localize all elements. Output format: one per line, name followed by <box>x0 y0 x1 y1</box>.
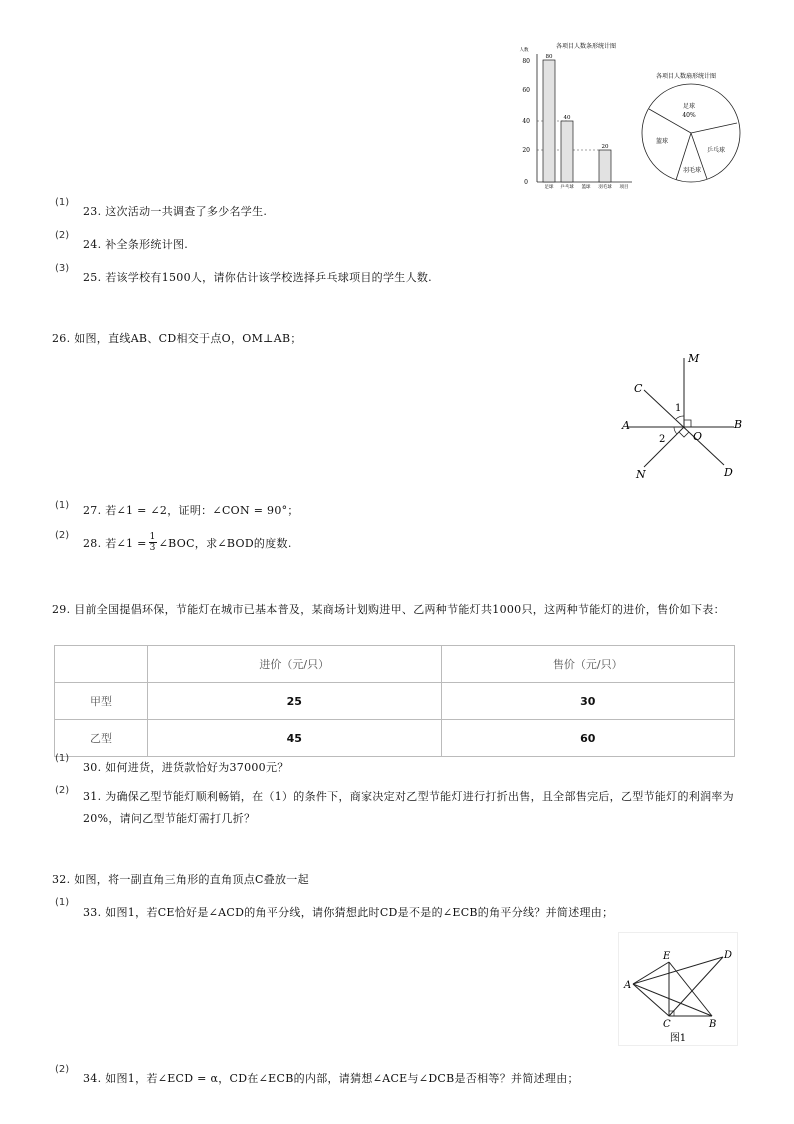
right-angle-mark-m <box>684 420 691 427</box>
sub-number: (2) <box>55 530 70 541</box>
bar-category-label: 篮球 <box>581 185 591 190</box>
question-28-prefix: 28. 若∠1 = <box>83 536 147 550</box>
question-25: 25. 若该学校有1500人，请你估计该学校选择乒乓球项目的学生人数. <box>83 271 432 284</box>
ray-on <box>644 427 684 467</box>
pie-label-football: 足球 <box>682 103 696 110</box>
table-header-cell: 进价（元/只） <box>148 646 442 683</box>
fraction-denominator: 3 <box>149 543 156 553</box>
label-d: D <box>724 950 733 961</box>
label-b: B <box>734 418 743 431</box>
bar-value-label: 20 <box>601 144 609 150</box>
bar-value-label: 40 <box>563 115 571 121</box>
label-n: N <box>636 468 646 481</box>
bar-chart-y-axis-label: 人数 <box>519 48 529 53</box>
table-cell: 25 <box>148 683 442 720</box>
table-cell: 乙型 <box>55 720 148 757</box>
angle-1-arc <box>676 416 684 419</box>
figure-26 <box>620 350 750 482</box>
question-32: 32. 如图，将一副直角三角形的直角顶点C叠放一起 <box>52 873 309 886</box>
bar-chart-ytick: 80 <box>522 58 530 65</box>
sub-number: (1) <box>55 753 70 764</box>
label-b: B <box>709 1019 717 1030</box>
table-header-cell: 售价（元/只） <box>441 646 735 683</box>
sub-number: (2) <box>55 785 70 796</box>
table-row <box>55 683 735 720</box>
bar-chart-ytick: 0 <box>524 179 528 186</box>
question-24: 24. 补全条形统计图. <box>83 238 189 251</box>
question-33: 33. 如图1，若CE恰好是∠ACD的角平分线，请你猜想此时CD是不是的∠ECB的角平分线？并简述理由； <box>83 906 614 919</box>
sub-number: (1) <box>55 500 70 511</box>
question-27: 27. 若∠1 = ∠2，证明：∠CON = 90°； <box>83 504 299 517</box>
label-c: C <box>663 1019 671 1030</box>
bar-badminton <box>599 150 611 182</box>
segment-ae <box>633 962 669 984</box>
pie-label-badminton: 羽毛球 <box>682 167 702 174</box>
price-table <box>54 645 735 757</box>
label-e: E <box>663 951 671 962</box>
question-34: 34. 如图1，若∠ECD = α，CD在∠ECB的内部，请猜想∠ACE与∠DCB是否相等？并简述理由； <box>83 1072 579 1085</box>
sub-number: (2) <box>55 230 70 241</box>
bar-axis-label: 项目 <box>619 185 629 190</box>
pie-label-pingpong: 乒乓球 <box>706 147 726 154</box>
table-header-cell <box>55 646 148 683</box>
bar-chart-ytick: 20 <box>522 147 530 154</box>
label-m: M <box>688 352 700 365</box>
pie-chart-title: 各项目人数扇形统计图 <box>655 73 717 80</box>
bar-category-label: 羽毛球 <box>598 185 612 190</box>
sub-number: (2) <box>55 1064 70 1075</box>
question-26: 26. 如图，直线AB、CD相交于点O，OM⊥AB； <box>52 332 302 345</box>
label-c: C <box>634 382 643 395</box>
question-28-suffix: ∠BOC，求∠BOD的度数. <box>158 536 292 550</box>
bar-chart <box>510 38 640 190</box>
label-angle-2: 2 <box>659 434 666 445</box>
question-29: 29. 目前全国提倡环保，节能灯在城市已基本普及，某商场计划购进甲、乙两种节能灯共1000只，这两种节能灯的进价，售价如下表： <box>52 603 725 616</box>
table-row <box>55 720 735 757</box>
sub-number: (3) <box>55 263 70 274</box>
table-header-row <box>55 646 735 683</box>
segment-ac <box>633 984 669 1016</box>
pie-chart <box>636 66 748 188</box>
bar-chart-ytick: 40 <box>522 118 530 125</box>
figure-1 <box>618 932 738 1046</box>
question-28 <box>83 532 292 553</box>
bar-value-label: 80 <box>545 54 553 60</box>
sub-number: (1) <box>55 897 70 908</box>
segment-ad <box>633 957 723 984</box>
label-a: A <box>622 419 630 432</box>
pie-label-percent: 40% <box>682 112 696 119</box>
bar-pingpong <box>561 121 573 182</box>
pie-label-basketball: 篮球 <box>655 138 669 145</box>
bar-chart-title: 各项目人数条形统计图 <box>555 43 617 50</box>
label-d: D <box>724 466 733 479</box>
fraction <box>149 532 157 553</box>
table-cell: 30 <box>441 683 735 720</box>
table-cell: 45 <box>148 720 442 757</box>
question-23: 23. 这次活动一共调查了多少名学生. <box>83 205 268 218</box>
segment-eb <box>669 962 712 1016</box>
figure-caption: 图1 <box>669 1033 687 1044</box>
right-angle-mark-n <box>679 432 689 437</box>
bar-category-label: 乒乓球 <box>560 185 574 190</box>
sub-number: (1) <box>55 197 70 208</box>
label-angle-1: 1 <box>675 403 682 414</box>
label-a: A <box>624 980 632 991</box>
angle-2-arc <box>674 427 677 434</box>
question-31: 31. 为确保乙型节能灯顺利畅销，在（1）的条件下，商家决定对乙型节能灯进行打折出售，且全部售完后，乙型节能灯的利润率为20%，请问乙型节能灯需打几折？ <box>83 790 734 825</box>
table-cell: 60 <box>441 720 735 757</box>
bar-football <box>543 60 555 182</box>
segment-cd <box>669 957 723 1016</box>
question-30: 30. 如何进货，进货款恰好为37000元？ <box>83 761 289 774</box>
bar-chart-ytick: 60 <box>522 87 530 94</box>
table-cell: 甲型 <box>55 683 148 720</box>
label-o: O <box>693 430 703 443</box>
fraction-numerator: 1 <box>149 532 156 542</box>
bar-category-label: 足球 <box>544 185 554 190</box>
